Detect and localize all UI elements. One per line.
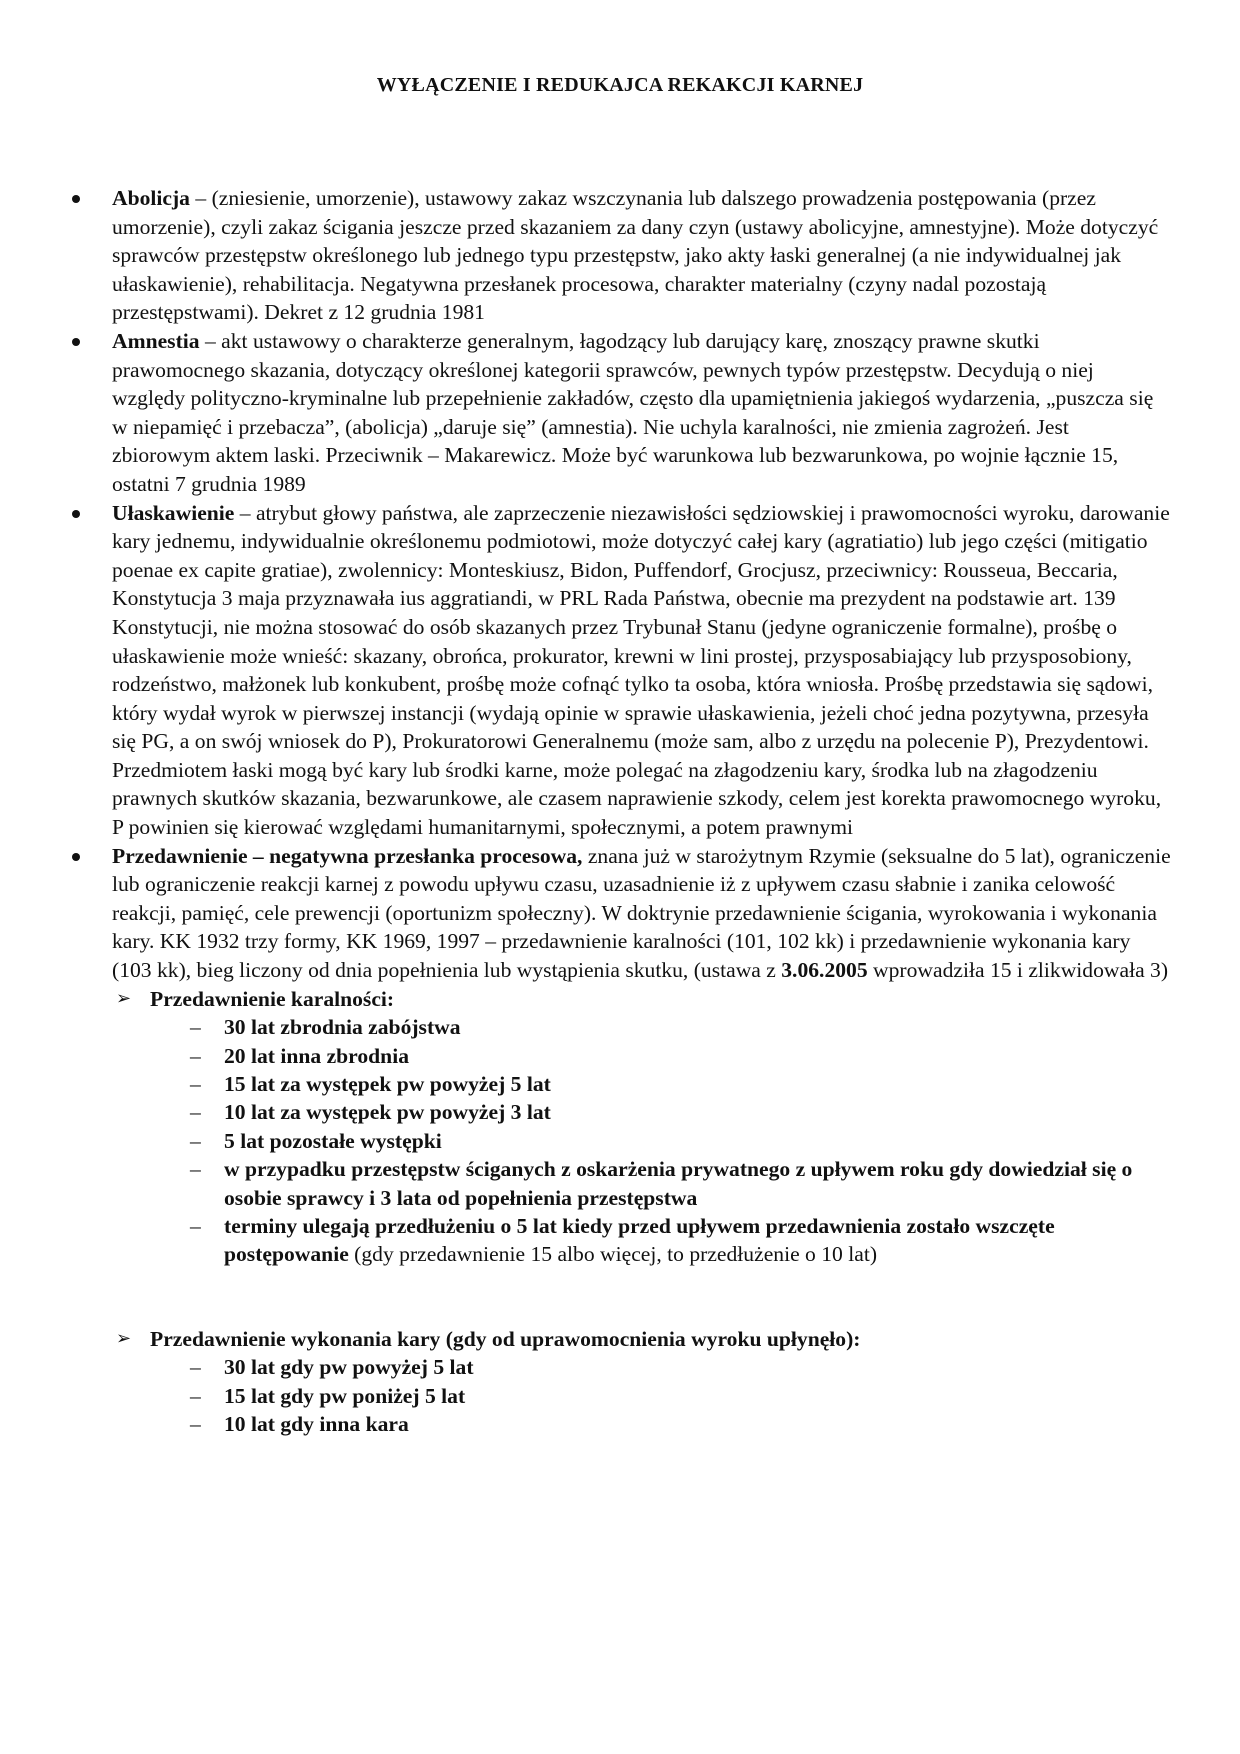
bullet-ulaskawienie [112,499,1172,842]
list-item [112,1155,1172,1212]
term-label: Amnestia [112,328,200,353]
wykonanie-list [112,1353,1172,1438]
bullet-abolicja [112,184,1172,327]
date-bold: 3.06.2005 [781,958,868,983]
dash-bullet-icon: – [190,1072,201,1097]
paragraph-text: wprowadziła 15 i zlikwidowała 3) [867,958,1169,983]
list-item-text: 10 lat za występek pw powyżej 3 lat [224,1100,551,1125]
paragraph-text: – atrybut głowy państwa, ale zaprzeczenie niezawisłości sędziowskiej i prawomocności wyroku, darowanie kary jednemu, indywidualnie określonemu podmiotowi, może dotyczyć całej kary (agratiatio) lub jego części (mitigatio poenae ex capite gratiae), zwolennicy: Monteskiusz, Bidon, Puffendorf, Grocjusz, przeciwnicy: Rousseua, Beccaria, Konstytucja 3 maja przyznawała ius aggratiandi, w PRL Rada Państwa, obecnie ma prezydent na podstawie art. 139 Konstytucji, nie można stosować do osób skazanych przez Trybunał Stanu (jedyne ograniczenie formalne), prośbę o ułaskawienie może wnieść: skazany, obrońca, prokurator, krewni w lini prostej, przysposabiający lub przysposobiony, rodzeństwo, małżonek lub konkubent, prośbę może cofnąć tylko ta osoba, która wniosła. Prośbę przedstawia się sądowi, który wydał wyrok w pierwszej instancji (wydają opinie w sprawie ułaskawienia, jeżeli choć jedna pozytywna, przesyła się PG, a on swój wniosek do P), Prokuratorowi Generalnemu (może sam, albo z urzędu na polecenie P), Prezydentowi. Przedmiotem łaski mogą być kary lub środki karne, może polegać na złagodzeniu kary, środka lub na złagodzeniu prawnych skutków skazania, bezwarunkowe, ale czasem naprawienie szkody, celem jest korekta prawomocnego wyroku, P powinien się kierować względami humanitarnymi, społecznymi, a potem prawnymi [112,500,1170,840]
list-item-text: 15 lat gdy pw poniżej 5 lat [224,1383,466,1408]
list-item [112,1070,1172,1098]
dash-bullet-icon: – [190,1043,201,1068]
list-item-text: 30 lat zbrodnia zabójstwa [224,1015,461,1040]
bullet-dot-icon [72,510,80,518]
page-title: WYŁĄCZENIE I REDUKAJCA REKAKCJI KARNEJ [376,74,864,96]
bullet-dot-icon [72,338,80,346]
karalnosc-list [112,1013,1172,1269]
term-label: Ułaskawienie [112,500,235,525]
list-item [112,1042,1172,1070]
paragraph-text: – (zniesienie, umorzenie), ustawowy zakaz wszczynania lub dalszego prowadzenia postępowania (przez umorzenie), czyli zakaz ścigania jeszcze przed skazaniem za dany czyn (ustawy abolicyjne, amnestyjne). Może dotyczyć sprawców przestępstw określonego lub jednego typu przestępstw, jako akty łaski generalnej (a nie indywidualnej jak ułaskawienie), rehabilitacja. Negatywna przesłanek procesowa, charakter materialny (czyny nadal pozostają przestępstwami). Dekret z 12 grudnia 1981 [112,186,1159,325]
list-item-text: 30 lat gdy pw powyżej 5 lat [224,1355,474,1380]
arrow-bullet-icon: ➢ [116,1327,132,1349]
subheading-wykonanie [112,1325,1172,1354]
list-item-text: (gdy przedawnienie 15 albo więcej, to przedłużenie o 10 lat) [348,1242,878,1267]
dash-bullet-icon: – [190,1412,201,1437]
list-item [112,1410,1172,1438]
dash-bullet-icon: – [190,1383,201,1408]
paragraph-text: – akt ustawowy o charakterze generalnym, łagodzący lub darujący karę, znoszący prawne skutki prawomocnego skazania, dotyczący określonej kategorii sprawców, pewnych typów przestępstw. Decydują o niej względy polityczno-kryminalne lub przepełnienie zakładów, często dla upamiętnienia jakiegoś wydarzenia, „puszcza się w niepamięć i przebacza”, (abolicja) „daruje się” (amnestia). Nie uchyla karalności, nie zmienia zagrożeń. Jest zbiorowym aktem laski. Przeciwnik – Makarewicz. Może być warunkowa lub bezwarunkowa, po wojnie łącznie 15, ostatni 7 grudnia 1989 [112,328,1154,496]
paragraph-text: znana już w starożytnym Rzymie (seksualne do 5 lat), ograniczenie lub ograniczenie reakcji karnej z powodu upływu czasu, uzasadnienie iż z upływem czasu słabnie i zanika celowość reakcji, pamięć, cele prewencji (oportunizm społeczny). W doktrynie przedawnienie ścigania, wyrokowania i wykonania kary. KK 1932 trzy formy, KK 1969, 1997 – przedawnienie karalności (101, 102 kk) i przedawnienie wykonania kary (103 kk), bieg liczony od dnia popełnienia lub wystąpienia skutku, (ustawa z [112,843,1171,983]
subheading-label: Przedawnienie karalności: [150,986,395,1011]
list-item-text: 5 lat pozostałe występki [224,1128,442,1153]
list-item-text: 10 lat gdy inna kara [224,1412,409,1437]
list-item [112,1127,1172,1155]
bullet-amnestia [112,327,1172,499]
dash-bullet-icon: – [190,1128,201,1153]
list-item [112,1098,1172,1126]
list-item-text: w przypadku przestępstw ściganych z oskarżenia prywatnego z upływem roku gdy dowiedział się o osobie sprawcy i 3 lata od popełnienia przestępstwa [224,1157,1133,1210]
dash-bullet-icon: – [190,1100,201,1125]
bullet-przedawnienie [112,842,1172,985]
bullet-dot-icon [72,195,80,203]
dash-bullet-icon: – [190,1214,201,1239]
dash-bullet-icon: – [190,1015,201,1040]
list-item [112,1382,1172,1410]
spacer [112,1269,1172,1325]
arrow-bullet-icon: ➢ [116,987,132,1009]
document-body [112,184,1172,1439]
list-item [112,1212,1172,1269]
subheading-karalnosc [112,985,1172,1014]
bullet-dot-icon [72,853,80,861]
list-item [112,1353,1172,1381]
list-item [112,1013,1172,1041]
dash-bullet-icon: – [190,1157,201,1182]
subheading-label: Przedawnienie wykonania kary (gdy od uprawomocnienia wyroku upłynęło): [150,1326,861,1351]
list-item-text: 20 lat inna zbrodnia [224,1043,409,1068]
term-label: Abolicja [112,186,190,210]
list-item-text: 15 lat za występek pw powyżej 5 lat [224,1072,551,1097]
dash-bullet-icon: – [190,1355,201,1380]
term-label: Przedawnienie – negatywna przesłanka procesowa, [112,843,583,868]
list-item-text: terminy ulegają przedłużeniu o 5 lat kiedy przed upływem przedawnienia zostało wszczęte postępowanie [224,1214,1055,1267]
